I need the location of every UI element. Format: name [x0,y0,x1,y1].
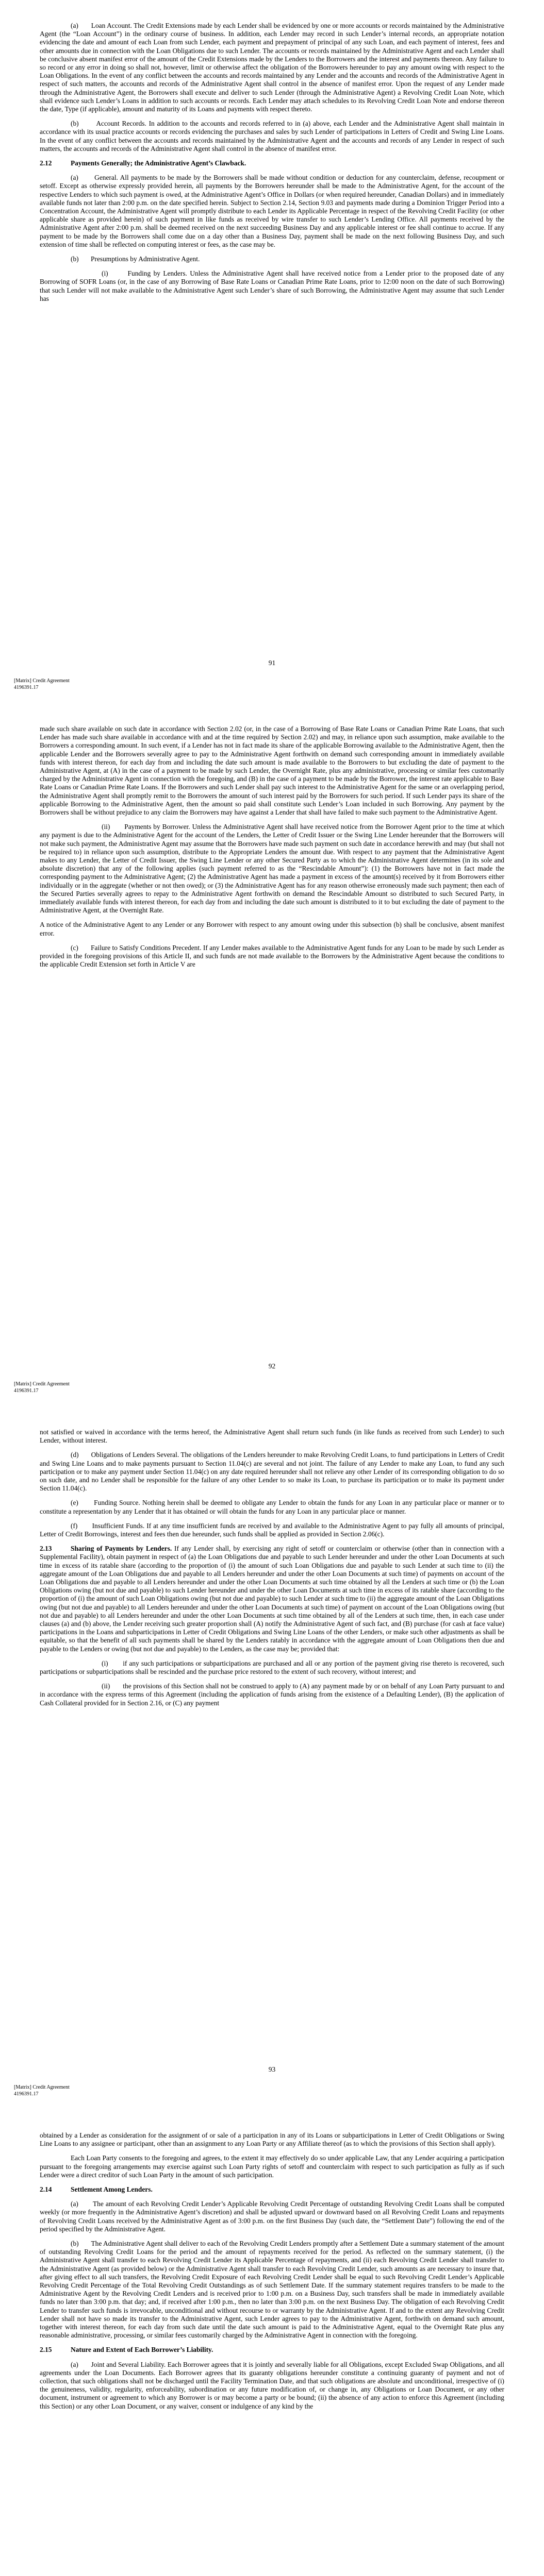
section-heading [40,2346,504,2354]
paragraph: (a) General. All payments to be made by the Borrowers shall be made without condition or deduction for any counterclaim, defense, recoupment or setoff. Except as otherwise expressly provided herein, all payments by the Borrowers hereunder shall be made to the Administrative Agent, for the account of the respective Lenders to which such payment is owed, at the Administrative Agent’s Office in Dollars (or when required hereunder, Canadian Dollars) and in immediately available funds not later than 2:00 p.m. on the date specified herein. Subject to Section 2.14, Section 9.03 and payments made during a Dominion Trigger Period into a Concentration Account, the Administrative Agent will promptly distribute to each Lender its Applicable Percentage in respect of the Revolving Credit Facility (or other applicable share as provided herein) of such payment in like funds as received by wire transfer to such Lender’s Lending Office. All payments received by the Administrative Agent after 2:00 p.m. shall be deemed received on the next succeeding Business Day and any applicable interest or fee shall continue to accrue. If any payment to be made by the Borrowers shall come due on a day other than a Business Day, payment shall be made on the next following Business Day, and such extension of time shall be reflected on computing interest or fees, as the case may be. [40,174,504,248]
paragraph: obtained by a Lender as consideration for the assignment of or sale of a participation in any of its Loans or subparticipations in Letter of Credit Obligations or Swing Line Loans to any assignee or participant, other than an assignment to any Loan Party or any Affiliate thereof (as to which the provisions of this Section shall apply). [40,2131,504,2148]
paragraph: (e) Funding Source. Nothing herein shall be deemed to obligate any Lender to obtain the funds for any Loan in any particular place or manner or to constitute a representation by any Lender that it has obtained or will obtain the funds for any Loan in any particular place or manner. [40,1499,504,1515]
page-body [40,2131,504,2576]
document-page [0,1406,544,2110]
page-body [40,1428,504,2050]
section-title: Nature and Extent of Each Borrower’s Liability. [71,2346,213,2354]
footer-document-title: [Matrix] Credit Agreement [14,678,70,684]
page-body [40,22,504,643]
page-number: 92 [268,1362,276,1370]
page-body [40,725,504,1347]
page-footer [14,2084,70,2097]
footer-document-id: 4196391.17 [14,685,39,690]
paragraph: made such share available on such date in accordance with Section 2.02 (or, in the case of a Borrowing of Base Rate Loans or Canadian Prime Rate Loans, that such Lender has made such share available in accordance with and at the time required by Section 2.02) and may, in reliance upon such assumption, make available to the Borrowers a corresponding amount. In such event, if a Lender has not in fact made its share of the applicable Borrowing available to the Administrative Agent, then the applicable Lender and the Borrowers severally agree to pay to the Administrative Agent forthwith on demand such corresponding amount in immediately available funds with interest thereon, for each day from and including the date such amount is made available to the Borrowers to but excluding the date of payment to the Administrative Agent, at (A) in the case of a payment to be made by such Lender, the Overnight Rate, plus any administrative, processing or similar fees customarily charged by the Administrative Agent in connection with the foregoing, and (B) in the case of a payment to be made by the Borrower, the interest rate applicable to Base Rate Loans or Canadian Prime Rate Loans. If the Borrowers and such Lender shall pay such interest to the Administrative Agent for the same or an overlapping period, the Administrative Agent shall promptly remit to the Borrowers the amount of such interest paid by the Borrowers for such period. If such Lender pays its share of the applicable Borrowing to the Administrative Agent, then the amount so paid shall constitute such Lender’s Loan included in such Borrowing. Any payment by the Borrowers shall be without prejudice to any claim the Borrowers may have against a Lender that shall have failed to make such payment to the Administrative Agent. [40,725,504,817]
paragraph: Each Loan Party consents to the foregoing and agrees, to the extent it may effectively do so under applicable Law, that any Lender acquiring a participation pursuant to the foregoing arrangements may exercise against such Loan Party rights of setoff and counterclaim with respect to such participation as fully as if such Lender were a direct creditor of such Loan Party in the amount of such participation. [40,2154,504,2179]
paragraph: A notice of the Administrative Agent to any Lender or any Borrower with respect to any amount owing under this subsection (b) shall be conclusive, absent manifest error. [40,921,504,937]
page-number: 93 [268,2065,276,2073]
document-page [0,703,544,1406]
paragraph: (c) Failure to Satisfy Conditions Precedent. If any Lender makes available to the Administrative Agent funds for any Loan to be made by such Lender as provided in the foregoing provisions of this Article II, and such funds are not made available to the Borrowers by the Administrative Agent because the conditions to the applicable Credit Extension set forth in Article V are [40,943,504,969]
section-number: 2.14 [40,2185,52,2194]
paragraph: (i) Funding by Lenders. Unless the Administrative Agent shall have received notice from a Lender prior to the proposed date of any Borrowing of SOFR Loans (or, in the case of any Borrowing of Base Rate Loans or Canadian Prime Rate Loans, prior to 12:00 noon on the date of such Borrowing) that such Lender will not make available to the Administrative Agent such Lender’s share of such Borrowing, the Administrative Agent may assume that such Lender has [40,269,504,302]
section-title: Settlement Among Lenders. [71,2185,153,2194]
section-number: 2.12 [40,159,52,167]
section-heading [40,2185,504,2194]
section-body-text: If any Lender shall, by exercising any right of setoff or counterclaim or otherwise (other than in connection with a Supplemental Facility), obtain payment in respect of (a) the Loan Obligations due and payable to such Lender hereunder and under the other Loan Documents at such time in excess of its ratable share (according to the proportion of (i) the amount of such Loan Obligations due and payable to such Lender at such time to (ii) the aggregate amount of the Loan Obligations due and payable to all Lenders hereunder and under the other Loan Documents at such time) of payments on account of the Loan Obligations due and payable to all Lenders hereunder and under the other Loan Documents at such time obtained by all the Lenders at such time or (b) the Loan Obligations owing (but not due and payable) to such Lender hereunder and under the other Loan Documents at such time in excess of its ratable share (according to the proportion of (i) the amount of such Loan Obligations owing (but not due and payable) to such Lender at such time to (ii) the aggregate amount of the Loan Obligations owing (but not due and payable) to all Lenders hereunder and under the other Loan Documents at such time) of payment on account of the Loan Obligations owing (but not due and payable) to all Lenders hereunder and under the other Loan Documents at such time obtained by all of the Lenders at such time, then, in each case under clauses (a) and (b) above, the Lender receiving such greater proportion shall (A) notify the Administrative Agent of such fact, and (B) purchase (for cash at face value) participations in the Loans and subparticipations in Letter of Credit Obligations and Swing Line Loans of the other Lenders, or make such other adjustments as shall be equitable, so that the benefit of all such payments shall be shared by the Lenders ratably in accordance with the aggregate amount of Loan Obligations then due and payable to the Lenders or owing (but not due and payable) to the Lenders, as the case may be; provided that: [40,1545,504,1653]
footer-document-title: [Matrix] Credit Agreement [14,1381,70,1387]
paragraph: (a) Loan Account. The Credit Extensions made by each Lender shall be evidenced by one or more accounts or records maintained by the Administrative Agent (the “Loan Account”) in the ordinary course of business. In addition, each Lender may record in such Lender’s internal records, an appropriate notation evidencing the date and amount of each Loan from such Lender, each payment and prepayment of principal of any such Loan, and each payment of interest, fees and other amounts due in connection with the Loan Obligations due to such Lender. The accounts or records maintained by the Administrative Agent and each Lender shall be conclusive absent manifest error of the amount of the Credit Extensions made by the Lenders to the Borrowers and the interest and payments thereon. Any failure to so record or any error in doing so shall not, however, limit or otherwise affect the obligation of the Borrowers hereunder to pay any amount owing with respect to the Loan Obligations. In the event of any conflict between the accounts and records maintained by any Lender and the accounts and records of the Administrative Agent in respect of such matters, the accounts and records of the Administrative Agent shall control in the absence of manifest error. Upon the request of any Lender made through the Administrative Agent, the Borrowers shall execute and deliver to such Lender (through the Administrative Agent) a Revolving Credit Loan Note, which shall evidence such Lender’s Loans in addition to such accounts or records. Each Lender may attach schedules to its Revolving Credit Loan Note and endorse thereon the date, Type (if applicable), amount and maturity of its Loans and payments with respect thereto. [40,22,504,113]
section-number: 2.13 [40,1545,52,1553]
paragraph: (b) Account Records. In addition to the accounts and records referred to in (a) above, each Lender and the Administrative Agent shall maintain in accordance with its usual practice accounts or records evidencing the purchases and sales by such Lender of participations in Letters of Credit and Swing Line Loans. In the event of any conflict between the accounts and records maintained by the Administrative Agent and the accounts and records of any Lender in respect of such matters, the accounts and records of the Administrative Agent shall control in the absence of manifest error. [40,120,504,152]
page-number: 91 [268,659,276,667]
paragraph: (i) if any such participations or subparticipations are purchased and all or any portion of the payment giving rise thereto is recovered, such participations or subparticipations shall be rescinded and the purchase price restored to the extent of such recovery, without interest; and [40,1659,504,1676]
paragraph: (d) Obligations of Lenders Several. The obligations of the Lenders hereunder to make Revolving Credit Loans, to fund participations in Letters of Credit and Swing Line Loans and to make payments pursuant to Section 11.04(c) are several and not joint. The failure of any Lender to make any Loan, to fund any such participation or to make any payment under Section 11.04(c) on any date required hereunder shall not relieve any other Lender of its corresponding obligation to do so on such date, and no Lender shall be responsible for the failure of any other Lender to so make its Loan, to purchase its participation or to make its payment under Section 11.04(c). [40,1451,504,1493]
paragraph: (ii) the provisions of this Section shall not be construed to apply to (A) any payment made by or on behalf of any Loan Party pursuant to and in accordance with the express terms of this Agreement (including the application of funds arising from the existence of a Defaulting Lender), (B) the application of Cash Collateral provided for in Section 2.16, or (C) any payment [40,1682,504,1707]
document-page [0,0,544,703]
footer-document-id: 4196391.17 [14,2091,39,2097]
paragraph: (f) Insufficient Funds. If at any time insufficient funds are received by and available to the Administrative Agent to pay fully all amounts of principal, Letter of Credit Borrowings, interest and fees then due hereunder, such funds shall be applied as provided in Section 2.06(c). [40,1521,504,1538]
paragraph: (a) Joint and Several Liability. Each Borrower agrees that it is jointly and severally liable for all Obligations, except Excluded Swap Obligations, and all agreements under the Loan Documents. Each Borrower agrees that its guaranty obligations hereunder constitute a continuing guaranty of payment and not of collection, that such obligations shall not be discharged until the Facility Termination Date, and that such obligations are absolute and unconditional, irrespective of (i) the genuineness, validity, regularity, enforceability, subordination or any future modification of, or change in, any Obligations or Loan Document, or any other document, instrument or agreement to which any Borrower is or may become a party or be bound; (ii) the absence of any action to enforce this Agreement (including this Section) or any other Loan Document, or any waiver, consent or indulgence of any kind by the [40,2360,504,2410]
paragraph: (b) Presumptions by Administrative Agent. [71,255,200,263]
section-title: Payments Generally; the Administrative Agent’s Clawback. [71,159,246,167]
section-heading [40,159,504,167]
section-heading [40,1545,504,1653]
footer-document-id: 4196391.17 [14,1388,39,1394]
section-number: 2.15 [40,2346,52,2354]
paragraph: (b) The Administrative Agent shall deliver to each of the Revolving Credit Lenders promptly after a Settlement Date a summary statement of the amount of outstanding Revolving Credit Loans for the period and the amount of repayments received for the period. As reflected on the summary statement, (i) the Administrative Agent shall transfer to each Revolving Credit Lender its Applicable Percentage of repayments, and (ii) each Revolving Credit Lender shall transfer to the Administrative Agent (as provided below) or the Administrative Agent shall transfer to each Revolving Credit Lender, such amounts as are necessary to insure that, after giving effect to all such transfers, the Revolving Credit Exposure of each Revolving Credit Lender shall be equal to such Revolving Credit Lender’s Applicable Revolving Credit Percentage of the Total Revolving Credit Outstandings as of such Settlement Date. If the summary statement requires transfers to be made to the Administrative Agent by the Revolving Credit Lenders and is received prior to 1:00 p.m. on a Business Day, such transfers shall be made in immediately available funds no later than 3:00 p.m. that day; and, if received after 1:00 p.m., then no later than 3:00 p.m. on the next Business Day. The obligation of each Revolving Credit Lender to transfer such funds is irrevocable, unconditional and without recourse to or warranty by the Administrative Agent. If and to the extent any Revolving Credit Lender shall not have so made its transfer to the Administrative Agent, such Lender agrees to pay to the Administrative Agent, forthwith on demand such amount, together with interest thereon, for each day from such date until the date such amount is paid to the Administrative Agent, equal to the Overnight Rate plus any reasonable administrative, processing, or similar fees customarily charged by the Administrative Agent in connection with the foregoing. [40,2240,504,2340]
section-title: Sharing of Payments by Lenders. [71,1545,172,1553]
paragraph: not satisfied or waived in accordance with the terms hereof, the Administrative Agent shall return such funds (in like funds as received from such Lender) to such Lender, without interest. [40,1428,504,1445]
page-footer [14,1381,70,1394]
document-page [0,2110,544,2576]
page-footer [14,677,70,691]
footer-document-title: [Matrix] Credit Agreement [14,2084,70,2090]
paragraph: (a) The amount of each Revolving Credit Lender’s Applicable Revolving Credit Percentage of outstanding Revolving Credit Loans shall be computed weekly (or more frequently in the Administrative Agent’s discretion) and shall be adjusted upward or downward based on all Revolving Credit Loans and repayments of Revolving Credit Loans received by the Administrative Agent as of 3:00 p.m. on the first Business Day (such date, the “Settlement Date”) following the end of the period specified by the Administrative Agent. [40,2200,504,2233]
paragraph: (ii) Payments by Borrower. Unless the Administrative Agent shall have received notice from the Borrower Agent prior to the time at which any payment is due to the Administrative Agent for the account of the Lenders, the Letter of Credit Issuer or the Swing Line Lender hereunder that the Borrowers will not make such payment, the Administrative Agent may assume that the Borrowers have made such payment on such date in accordance herewith and may (but shall not be required to) in reliance upon such assumption, distribute to the Appropriate Lenders the amount due. With respect to any payment that the Administrative Agent makes to any Lender, the Letter of Credit Issuer, the Swing Line Lender or any other Secured Party as to which the Administrative Agent determines (in its sole and absolute discretion) that any of the following applies (such payment referred to as the “Rescindable Amount”): (1) the Borrowers have not in fact made the corresponding payment to the Administrative Agent; (2) the Administrative Agent has made a payment in excess of the amount(s) received by it from Borrowers either individually or in the aggregate (whether or not then owed); or (3) the Administrative Agent has for any reason otherwise erroneously made such payment; then each of the Secured Parties severally agrees to repay to the Administrative Agent forthwith on demand the Rescindable Amount so distributed to such Secured Party, in immediately available funds with interest thereon, for each day from and including the date such amount is distributed to it to but excluding the date of payment to the Administrative Agent, at the Overnight Rate. [40,823,504,914]
